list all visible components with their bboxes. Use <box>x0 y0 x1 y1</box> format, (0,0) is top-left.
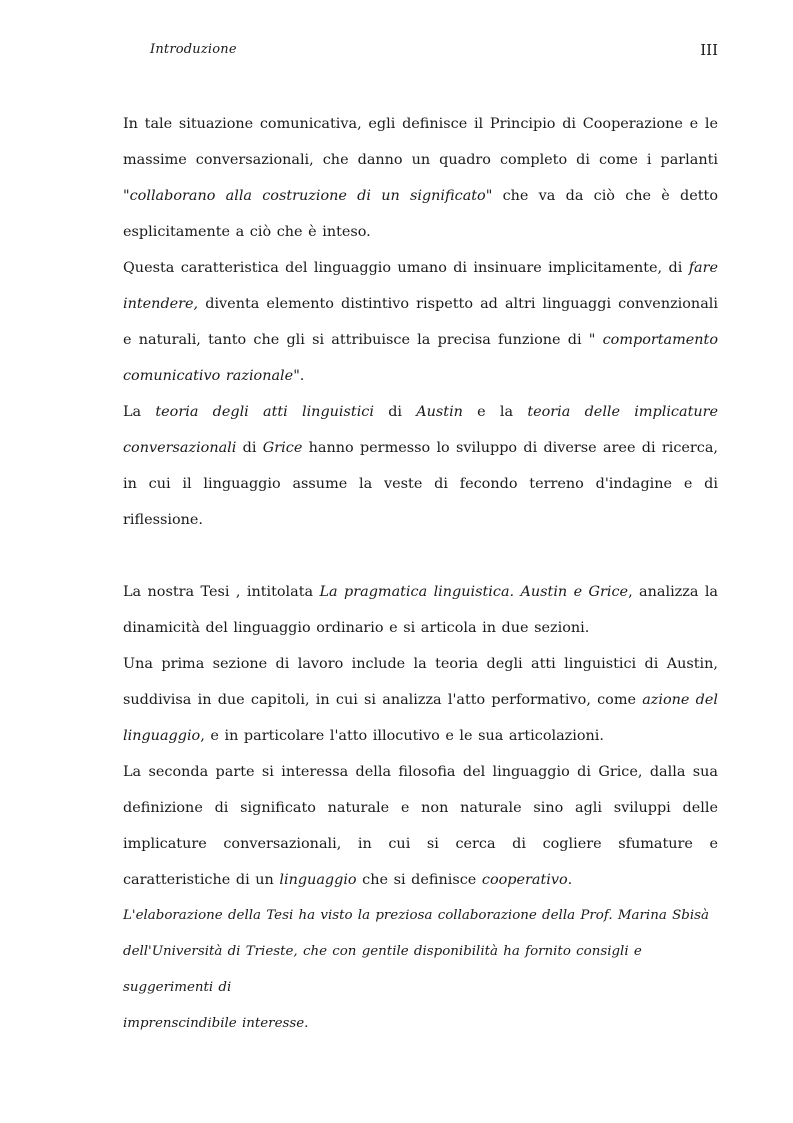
p3-emphasis-2: Austin <box>416 404 463 420</box>
paragraph-3 <box>123 394 718 538</box>
p3-text-e: e la <box>462 404 528 420</box>
paragraph-4 <box>123 574 718 646</box>
p6-text-e: . <box>567 872 573 888</box>
p3-text-c: di <box>373 404 417 420</box>
body-text <box>123 106 718 1042</box>
p4-text-a: La nostra Tesi , intitolata <box>123 584 320 600</box>
p2-emphasis-1: fare intendere, <box>123 260 718 312</box>
p6-emphasis-2: cooperativo <box>481 872 568 888</box>
p1-text-a: In tale situazione comunicativa, egli definisce il Principio di Cooperazione e le massime conversazionali, che danno un quadro completo di come i parlanti " <box>123 116 718 204</box>
p6-text-c: che si definisce <box>356 872 482 888</box>
p1-text-c: " che va da ciò che è detto esplicitamente a ciò che è inteso. <box>123 188 718 240</box>
ack-line-1: L'elaborazione della Tesi ha visto la preziosa collaborazione della Prof. Marina Sbisà <box>123 908 709 923</box>
p3-text-a: La <box>123 404 156 420</box>
p3-text-g: di <box>236 440 263 456</box>
paragraph-1 <box>123 106 718 250</box>
acknowledgement <box>123 898 718 1042</box>
p4-thesis-title: La pragmatica linguistica. Austin e Grice <box>319 584 629 600</box>
p2-text-e: ". <box>293 368 305 384</box>
paragraph-5 <box>123 646 718 754</box>
running-head: Introduzione <box>150 42 237 57</box>
p3-emphasis-3: teoria delle implicature conversazionali <box>123 404 719 456</box>
p5-text-a: Una prima sezione di lavoro include la teoria degli atti linguistici di Austin, suddivisa in due capitoli, in cui si analizza l'atto performativo, come <box>123 656 718 708</box>
paragraph-2 <box>123 250 718 394</box>
p5-emphasis: azione del linguaggio <box>123 692 718 744</box>
page-number: III <box>700 41 718 59</box>
p5-text-c: , e in particolare l'atto illocutivo e le sua articolazioni. <box>200 728 604 744</box>
p1-emphasis: collaborano alla costruzione di un significato <box>129 188 486 204</box>
p3-text-i: hanno permesso lo sviluppo di diverse aree di ricerca, in cui il linguaggio assume la veste di fecondo terreno d'indagine e di riflessione. <box>123 440 718 528</box>
ack-line-2: dell'Università di Trieste, che con gentile disponibilità ha fornito consigli e suggerimenti di <box>123 944 642 995</box>
p3-emphasis-4: Grice <box>262 440 303 456</box>
paragraph-spacer <box>123 538 718 574</box>
p2-text-c: diventa elemento distintivo rispetto ad altri linguaggi convenzionali e naturali, tanto che gli si attribuisce la precisa funzione di " <box>123 296 718 348</box>
p3-emphasis-1: teoria degli atti linguistici <box>155 404 374 420</box>
p6-emphasis-1: linguaggio <box>279 872 357 888</box>
p2-text-a: Questa caratteristica del linguaggio umano di insinuare implicitamente, di <box>123 260 689 276</box>
ack-line-3: imprenscindibile interesse. <box>123 1016 309 1031</box>
p4-text-c: , analizza la dinamicità del linguaggio ordinario e si articola in due sezioni. <box>123 584 719 636</box>
p6-text-a: La seconda parte si interessa della filosofia del linguaggio di Grice, dalla sua definizione di significato naturale e non naturale sino agli sviluppi delle implicature conversazionali, in cui si cerca di cogliere sfumature e caratteristiche di un <box>123 764 718 888</box>
paragraph-6 <box>123 754 718 898</box>
p2-emphasis-2: comportamento comunicativo razionale <box>123 332 718 384</box>
